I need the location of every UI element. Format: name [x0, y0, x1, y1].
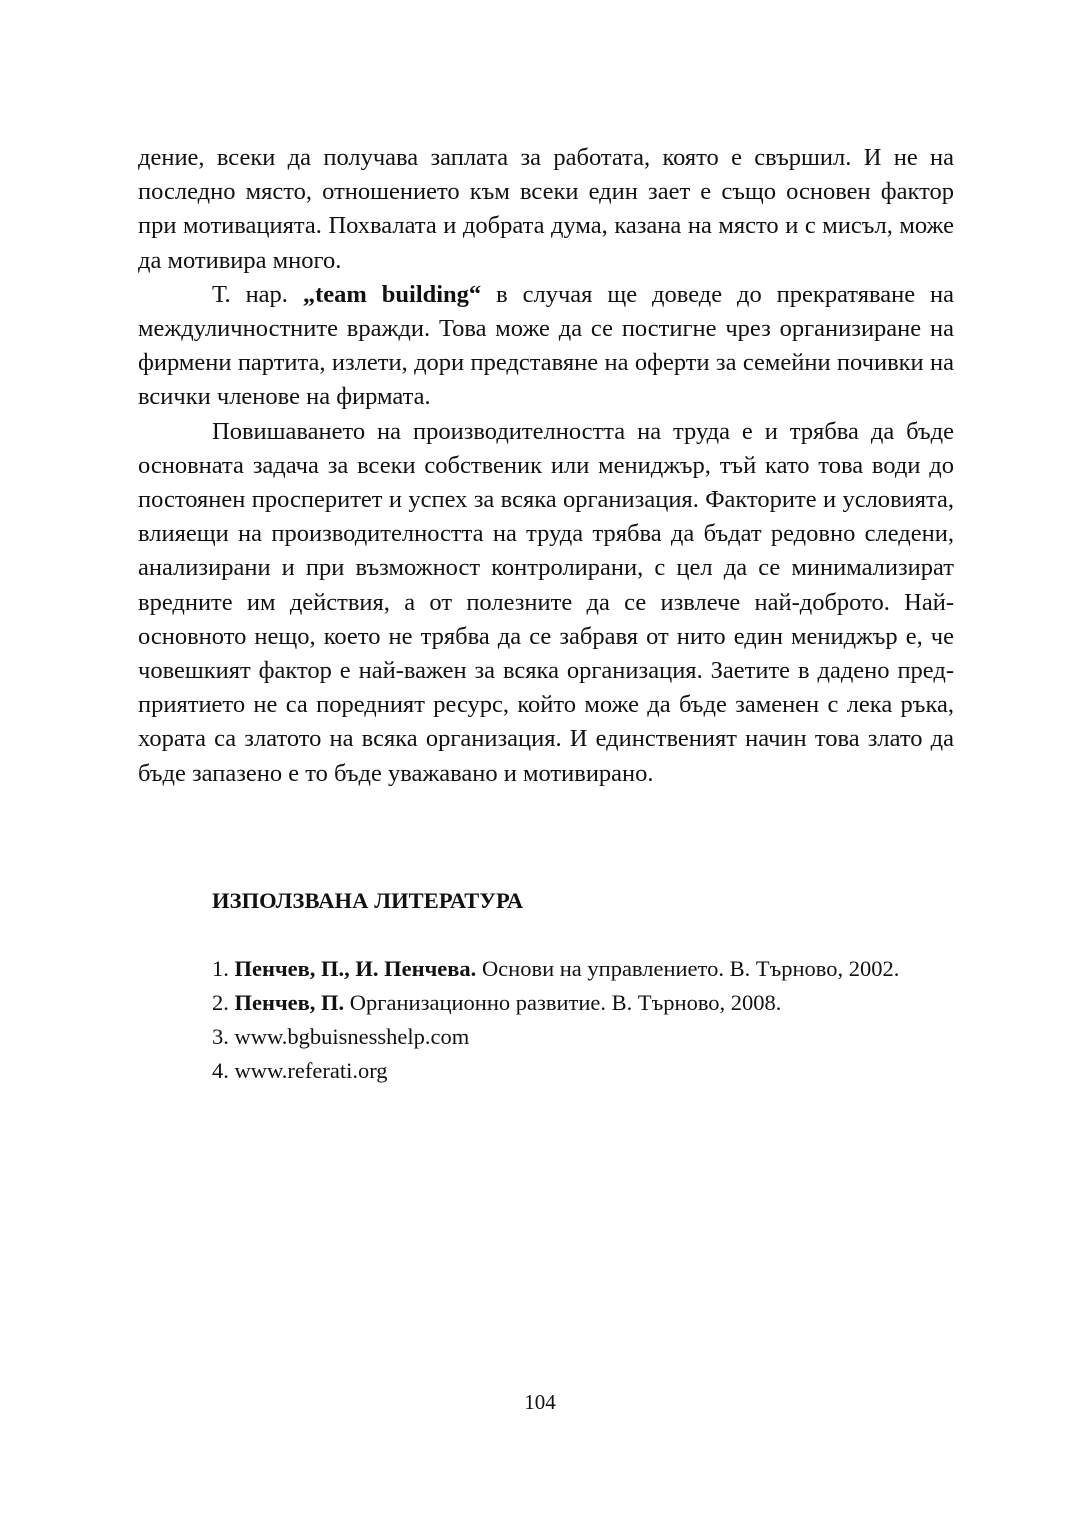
- reference-item: [138, 1054, 954, 1088]
- reference-item: [138, 952, 954, 986]
- reference-number: 1.: [212, 956, 235, 981]
- reference-number: 3.: [212, 1024, 235, 1049]
- reference-text: Основи на управлението. В. Търново, 2002.: [476, 956, 900, 981]
- references-list: [138, 952, 954, 1088]
- page-number: 104: [524, 1390, 556, 1414]
- body-text: [138, 141, 954, 791]
- reference-number: 2.: [212, 990, 235, 1015]
- reference-url: www.bgbuisnesshelp.com: [234, 1024, 470, 1049]
- reference-author: Пенчев, П.: [234, 990, 345, 1015]
- team-building-term: „team building“: [302, 280, 482, 308]
- reference-author: Пенчев, П., И. Пенчева.: [234, 956, 477, 981]
- paragraph-3: Повишаването на производителността на труда е и трябва да бъде основната задача за всеки собственик или мениджър, тъй като това води до постоянен просперитет и успех за всяка организация. Факторите и условията, влияещи на производителността на труда трябва да бъдат редовно следени, анализирани и при възможност контролирани, с цел да се минимализират вредните им действия, а от полезните да се извлече най-доброто. Най-основното нещо, което не трябва да се забравя от нито един мениджър е, че човешкият фактор е най-важен за всяка организация. Заетите в дадено предприятието не са поредният ресурс, който може да бъде заменен с лека ръка, хората са златото на всяка организация. И единственият начин това злато да бъде запазено е то бъде уважавано и мотивирано.: [138, 417, 954, 787]
- paragraph-1: дение, всеки да получава заплата за работата, която е свършил. И не на последно място, отношението към всеки един заeт е също основен фактор при мотивацията. Похвалата и добрата дума, казана на място и с мисъл, може да мотивира много.: [138, 144, 954, 274]
- reference-number: 4.: [212, 1058, 235, 1083]
- reference-item: [138, 986, 954, 1020]
- references-heading: ИЗПОЛЗВАНА ЛИТЕРАТУРА: [212, 888, 524, 913]
- paragraph-2-prefix: Т. нар.: [212, 280, 303, 308]
- reference-url: www.referati.org: [234, 1058, 388, 1083]
- paragraph-2: [138, 278, 954, 415]
- reference-item: [138, 1020, 954, 1054]
- paragraph-2-rest: в случая ще доведе до прекратяване на междуличностните вражди. Това може да се постигне чрез организиране на фирмени партита, излети, дори представяне на оферти за семейни почивки на всички членове на фирмата.: [138, 280, 954, 411]
- reference-text: Организационно развитие. В. Търново, 2008.: [344, 990, 782, 1015]
